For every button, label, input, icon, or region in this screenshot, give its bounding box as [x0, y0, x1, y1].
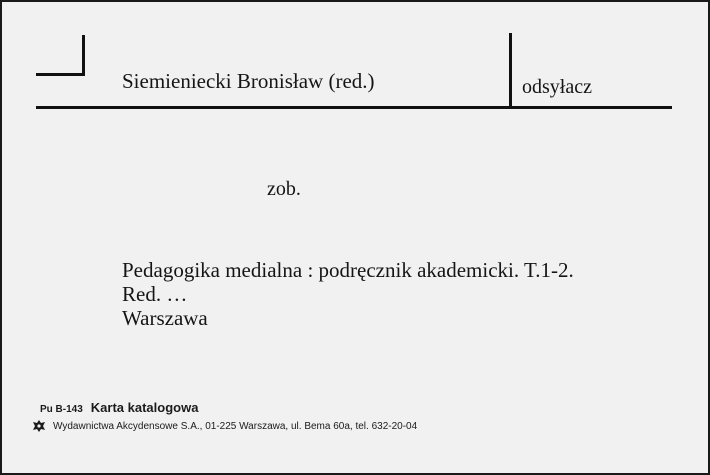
catalog-card [2, 2, 708, 473]
author-heading: Siemieniecki Bronisław (red.) [122, 69, 375, 93]
form-code: Pu B-143 [40, 404, 83, 415]
editor-line: Red. … [122, 282, 188, 306]
form-title: Karta katalogowa [90, 400, 199, 415]
publisher-row [32, 419, 417, 433]
form-info [40, 400, 417, 415]
place-line: Warszawa [122, 306, 208, 330]
see-reference: zob. [267, 178, 301, 200]
corner-mark-vertical [82, 35, 85, 76]
corner-mark-horizontal [36, 73, 85, 76]
heading-rule [36, 106, 672, 109]
publisher-info: Wydawnictwa Akcydensowe S.A., 01-225 Warszawa, ul. Bema 60a, tel. 632-20-04 [53, 420, 418, 432]
title-line: Pedagogika medialna : podręcznik akademicki. T.1-2. [122, 258, 574, 282]
heading-divider [509, 33, 512, 108]
publisher-logo-icon [32, 419, 46, 433]
card-body [122, 258, 574, 330]
card-footer [32, 400, 417, 433]
reference-label: odsyłacz [522, 76, 592, 98]
